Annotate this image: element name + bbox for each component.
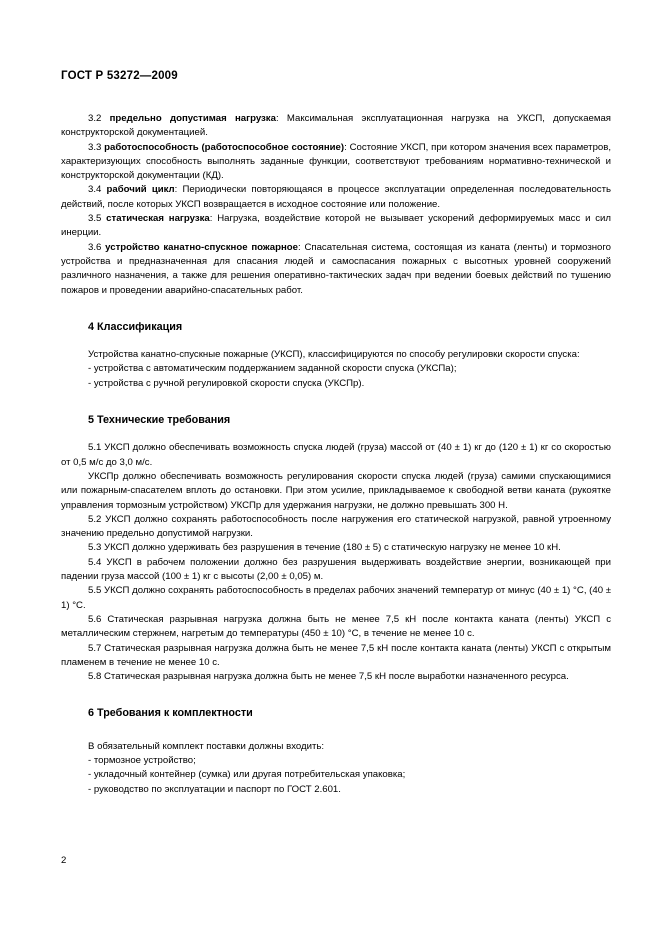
section-6-item-1: - тормозное устройство; (88, 754, 196, 766)
spacer (61, 391, 611, 413)
term-text: : Нагрузка, воздействие которой не вызывает ускорений деформируемых масс и сил инерции. (61, 213, 611, 239)
term-definition-3-2 (61, 112, 611, 141)
clause-5-5: 5.5 УКСП должно сохранять работоспособность в пределах рабочих значений температур от минус (40 ± 1) °С, (40 ± 1) °С. (61, 585, 611, 611)
clause-5-2: 5.2 УКСП должно сохранять работоспособность после нагружения его статической нагрузкой, равной утроенному значению предельно допустимой нагрузки. (61, 513, 611, 540)
clause-5-1: 5.1 УКСП должно обеспечивать возможность спуска людей (груза) массой от (40 ± 1) кг до (120 ± 1) кг со скоростью от 0,5 м/с до 3,0 м/с. (61, 442, 611, 468)
term-definition-3-5 (61, 212, 611, 241)
term-definition-3-3 (61, 141, 611, 184)
term-definition-3-6 (61, 241, 611, 298)
term-number: 3.3 (88, 141, 102, 153)
term-text: : Максимальная эксплуатационная нагрузка на УКСП, допускаемая конструкторской документацией. (61, 113, 611, 139)
term-text: : Спасательная система, состоящая из каната (ленты) и тормозного устройства и предназначенная для спасания людей и самоспасания пожарных с высотных уровней сооружений различного назначения, а также для решения оперативно-тактических задач при ведении боевых действий по тушению пожаров и проведении аварийно-спасательных работ. (61, 241, 611, 296)
clause-5-8: 5.8 Статическая разрывная нагрузка должна быть не менее 7,5 кН после выработки назначенного ресурса. (88, 671, 569, 683)
section-6-item-2: - укладочный контейнер (сумка) или другая потребительская упаковка; (88, 769, 406, 781)
page-number: 2 (61, 855, 67, 866)
spacer (61, 684, 611, 706)
section-6-item-3: - руководство по эксплуатации и паспорт по ГОСТ 2.601. (88, 783, 341, 795)
term-text: : Состояние УКСП, при котором значения всех параметров, характеризующих способность выполнять заданные функции, соответствуют требованиям нормативно-технической и конструкторской документации (КД). (61, 141, 612, 182)
term-number: 3.6 (88, 241, 102, 253)
term-name: предельно допустимая нагрузка (109, 113, 276, 124)
term-number: 3.2 (88, 113, 102, 124)
term-name: устройство канатно-спускное пожарное (105, 241, 298, 253)
term-name: статическая нагрузка (106, 213, 210, 225)
heading-section-6: 6 Требования к комплектности (88, 707, 253, 720)
clause-5-7: 5.7 Статическая разрывная нагрузка должна быть не менее 7,5 кН после контакта каната (ленты) УКСП с открытым пламенем в течение не менее 10 с. (61, 642, 611, 668)
term-text: : Периодически повторяющаяся в процессе эксплуатации определенная последовательность действий, после которых УКСП возвращается в исходное состояние или положение. (61, 184, 611, 210)
standard-number-header: ГОСТ Р 53272—2009 (61, 70, 178, 82)
clause-5-3: 5.3 УКСП должно удерживать без разрушения в течение (180 ± 5) с статическую нагрузку не менее 10 кН. (88, 542, 561, 554)
clause-5-6: 5.6 Статическая разрывная нагрузка должна быть не менее 7,5 кН после контакта каната (ленты) УКСП с металлическим стержнем, нагретым до температуры (450 ± 10) °С, в течение не менее 10 с. (61, 613, 611, 640)
clause-5-4: 5.4 УКСП в рабочем положении должно без разрушения выдерживать воздействие энергии, возникающей при падении груза массой (100 ± 1) кг с высоты (2,00 ± 0,05) м. (61, 556, 611, 583)
spacer (61, 721, 611, 740)
term-definition-3-4 (61, 183, 611, 212)
term-number: 3.5 (88, 213, 102, 225)
page-content (61, 112, 611, 797)
term-name: работоспособность (работоспособное состояние) (104, 141, 345, 153)
section-4-item-1: - устройства с автоматическим поддержанием заданной скорости спуска (УКСПа); (88, 363, 457, 375)
spacer (61, 427, 611, 441)
spacer (61, 298, 611, 320)
section-4-item-2: - устройства с ручной регулировкой скорости спуска (УКСПр). (88, 377, 365, 389)
term-number: 3.4 (88, 184, 102, 196)
spacer (61, 334, 611, 348)
heading-section-5: 5 Технические требования (88, 414, 231, 427)
term-name: рабочий цикл (106, 184, 175, 196)
heading-section-4: 4 Классификация (88, 320, 183, 333)
section-6-intro: В обязательный комплект поставки должны входить: (88, 740, 325, 752)
section-4-intro: Устройства канатно-спускные пожарные (УКСП), классифицируются по способу регулировки скорости спуска: (88, 349, 580, 361)
clause-5-1-continued: УКСПр должно обеспечивать возможность регулирования скорости спуска людей (груза) самими спускающимися или пожарным-спасателем вплоть до остановки. При этом усилие, прикладываемое к свободной ветви каната (рукоятке управления тормозным устройством) УКСПр для удержания нагрузки, не должно превышать 300 Н. (61, 470, 611, 511)
